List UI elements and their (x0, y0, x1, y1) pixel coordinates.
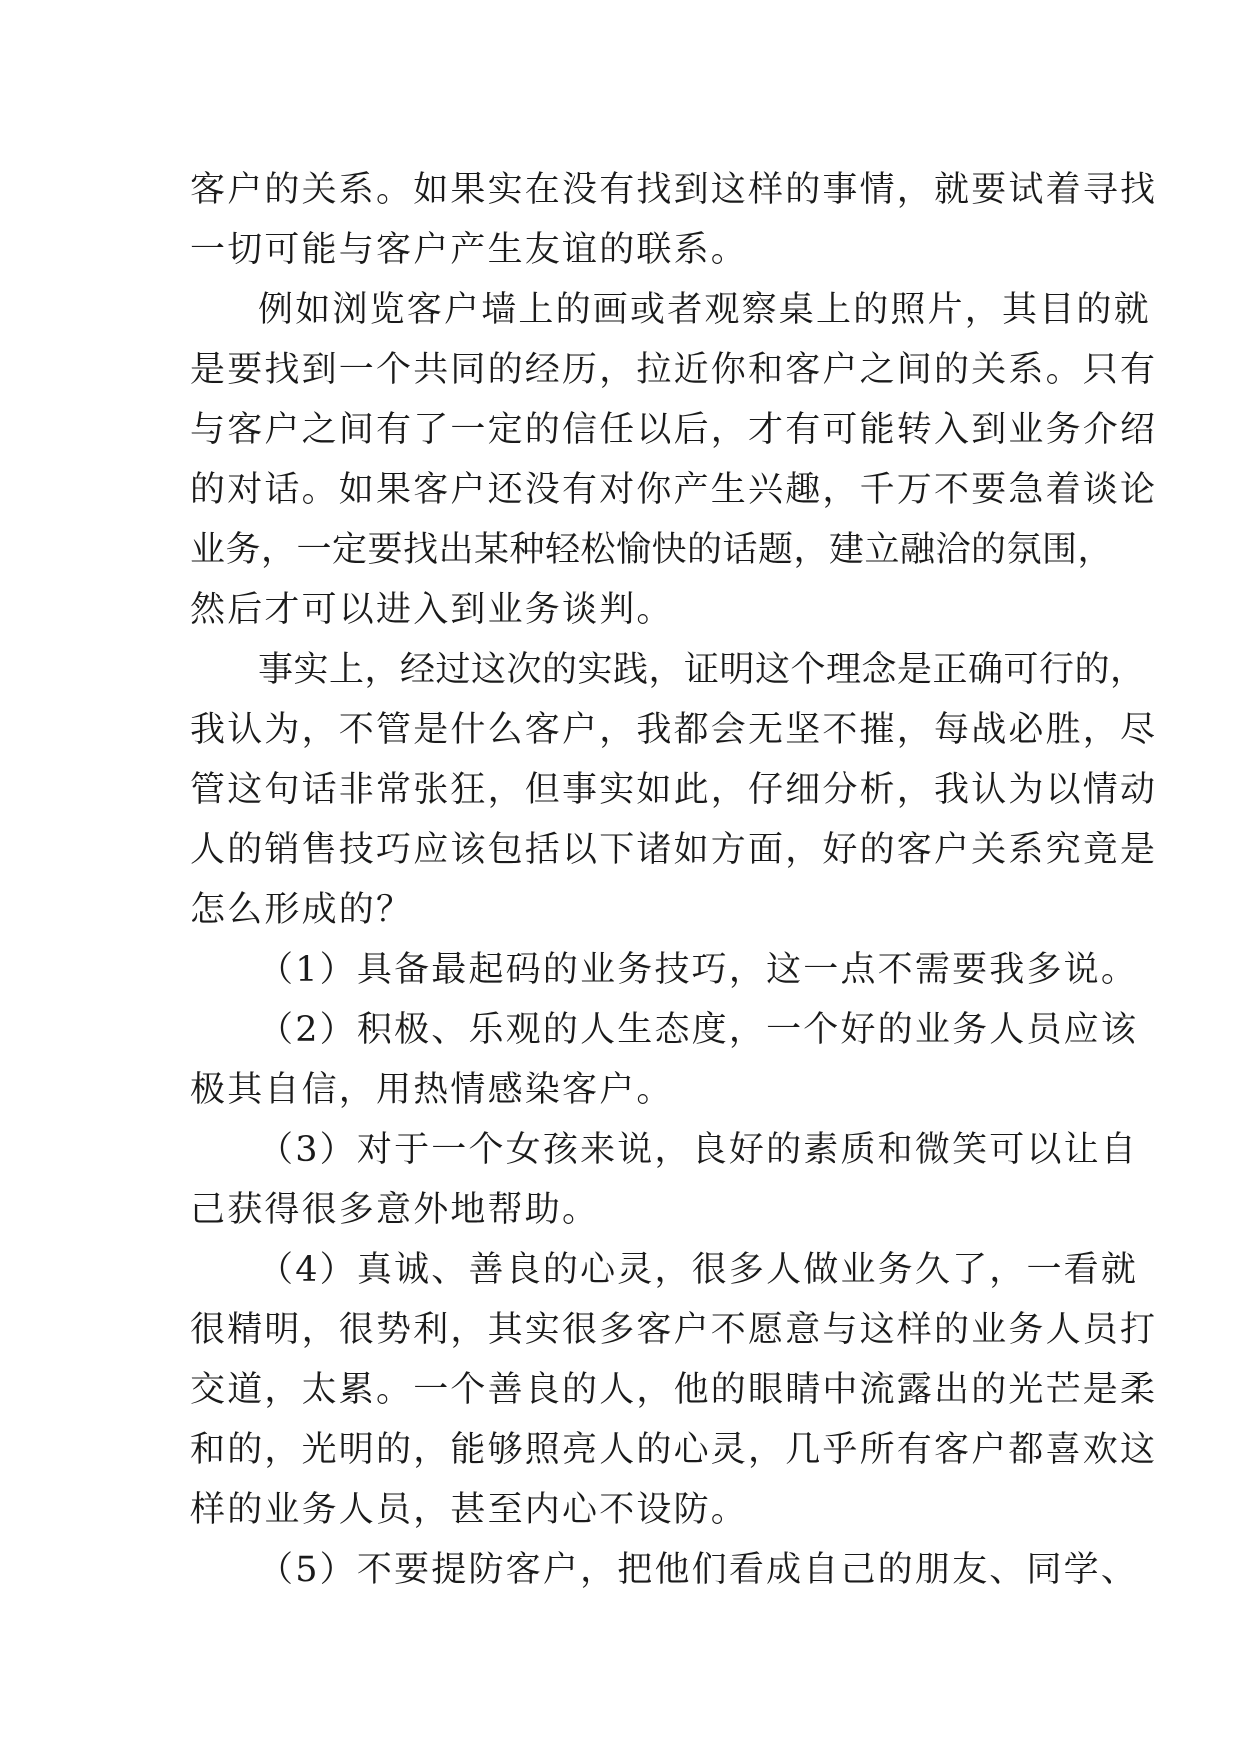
paragraph-line: 人的销售技巧应该包括以下诸如方面，好的客户关系究竟是 (190, 830, 1158, 870)
list-item-2: （2）积极、乐观的人生态度，一个好的业务人员应该 (258, 1010, 1139, 1050)
list-item-4: （4）真诚、善良的心灵，很多人做业务久了，一看就 (258, 1250, 1139, 1290)
paragraph-line: 和的，光明的，能够照亮人的心灵，几乎所有客户都喜欢这 (190, 1430, 1158, 1470)
list-item-3: （3）对于一个女孩来说，良好的素质和微笑可以让自 (258, 1130, 1139, 1170)
paragraph-line: 客户的关系。如果实在没有找到这样的事情，就要试着寻找 (190, 170, 1158, 210)
list-item-5: （5）不要提防客户，把他们看成自己的朋友、同学、 (258, 1550, 1139, 1590)
paragraph-line: 的对话。如果客户还没有对你产生兴趣，千万不要急着谈论 (190, 470, 1158, 510)
paragraph-line: 业务，一定要找出某种轻松愉快的话题，建立融洽的氛围， (190, 530, 1114, 570)
paragraph-line: 然后才可以进入到业务谈判。 (190, 590, 674, 630)
paragraph-line: 样的业务人员，甚至内心不设防。 (190, 1490, 749, 1530)
paragraph-line: 是要找到一个共同的经历，拉近你和客户之间的关系。只有 (190, 350, 1158, 390)
paragraph-line: 管这句话非常张狂，但事实如此，仔细分析，我认为以情动 (190, 770, 1158, 810)
paragraph-line: 与客户之间有了一定的信任以后，才有可能转入到业务介绍 (190, 410, 1158, 450)
paragraph-line: 我认为，不管是什么客户，我都会无坚不摧，每战必胜，尽 (190, 710, 1158, 750)
paragraph-line: 交道，太累。一个善良的人，他的眼睛中流露出的光芒是柔 (190, 1370, 1158, 1410)
paragraph-line: 怎么形成的？ (190, 890, 414, 930)
paragraph-line: 例如浏览客户墙上的画或者观察桌上的照片，其目的就 (258, 290, 1151, 330)
list-item-1: （1）具备最起码的业务技巧，这一点不需要我多说。 (258, 950, 1139, 990)
paragraph-line: 事实上，经过这次的实践，证明这个理念是正确可行的， (258, 650, 1146, 690)
paragraph-line: 一切可能与客户产生友谊的联系。 (190, 230, 749, 270)
paragraph-line: 极其自信，用热情感染客户。 (190, 1070, 674, 1110)
paragraph-line: 己获得很多意外地帮助。 (190, 1190, 600, 1230)
paragraph-line: 很精明，很势利，其实很多客户不愿意与这样的业务人员打 (190, 1310, 1158, 1350)
